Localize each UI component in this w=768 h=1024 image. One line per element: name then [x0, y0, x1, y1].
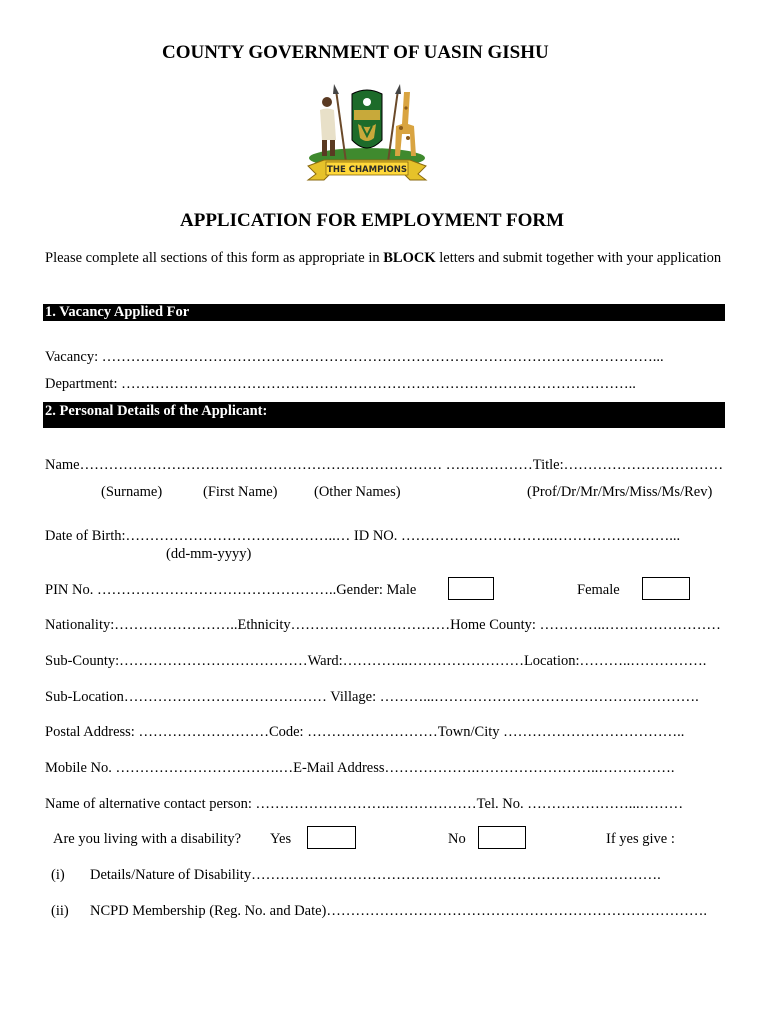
disability-no-label: No: [448, 831, 466, 847]
subcounty-field[interactable]: Sub-County:…………………………………Ward:…………..……………………Location:………..…………….: [45, 653, 707, 669]
mobile-email-field[interactable]: Mobile No. …………………………….…E-Mail Address……………….……………………..…………….: [45, 760, 675, 776]
form-title: APPLICATION FOR EMPLOYMENT FORM: [180, 210, 565, 231]
disability-no-checkbox[interactable]: [478, 826, 526, 849]
gender-female-checkbox[interactable]: [642, 577, 690, 600]
county-emblem: [300, 80, 434, 191]
sublocation-field[interactable]: Sub-Location…………………………………… Village: ………...……………………………………………….: [45, 689, 699, 705]
intro-text: Please complete all sections of this form as appropriate in BLOCK letters and submit together with your application: [45, 250, 722, 266]
nationality-field[interactable]: Nationality:……………………..Ethnicity……………………………Home County: …………..……………………: [45, 617, 721, 633]
title-options-caption: (Prof/Dr/Mr/Mrs/Miss/Ms/Rev): [527, 484, 713, 500]
disability-yes-checkbox[interactable]: [307, 826, 356, 849]
gender-male-checkbox[interactable]: [448, 577, 494, 600]
gender-female-label: Female: [577, 582, 620, 598]
if-yes-caption: If yes give :: [606, 831, 675, 847]
surname-caption: (Surname): [101, 484, 163, 500]
pin-gender-field[interactable]: PIN No. …………………………………………..Gender: Male: [45, 582, 417, 598]
section-2-heading: 2. Personal Details of the Applicant:: [43, 402, 725, 428]
county-title: COUNTY GOVERNMENT OF UASIN GISHU: [162, 42, 549, 63]
name-title-field[interactable]: Name………………………………………………………………… ………………Title:……………………………: [45, 457, 724, 473]
dob-id-field[interactable]: Date of Birth:……………………………………..… ID NO. …………………………..……………………...: [45, 528, 681, 544]
disability-question: Are you living with a disability?: [53, 831, 242, 847]
dob-format-caption: (dd-mm-yyyy): [166, 546, 252, 562]
department-field[interactable]: Department: ……………………………………………………………………………………………..: [45, 376, 636, 392]
item-ii-number: (ii): [51, 903, 69, 919]
postal-address-field[interactable]: Postal Address: ………………………Code: ………………………Town/City ………………………………..: [45, 724, 685, 740]
intro-bold-word: BLOCK: [383, 250, 436, 266]
section-1-heading: 1. Vacancy Applied For: [43, 304, 725, 321]
other-names-caption: (Other Names): [314, 484, 401, 500]
ncpd-membership-field[interactable]: NCPD Membership (Reg. No. and Date)…………………………………………………………………….: [90, 903, 708, 919]
emblem-motto: THE CHAMPIONS: [327, 165, 407, 175]
item-i-number: (i): [51, 867, 65, 883]
alternative-contact-field[interactable]: Name of alternative contact person: ……………………….………………Tel. No. …………………...………: [45, 796, 684, 812]
disability-details-field[interactable]: Details/Nature of Disability………………………………………………………………………….: [90, 867, 661, 883]
disability-yes-label: Yes: [270, 831, 292, 847]
vacancy-field[interactable]: Vacancy: ……………………………………………………………………………………………………...: [45, 349, 664, 365]
first-name-caption: (First Name): [203, 484, 278, 500]
